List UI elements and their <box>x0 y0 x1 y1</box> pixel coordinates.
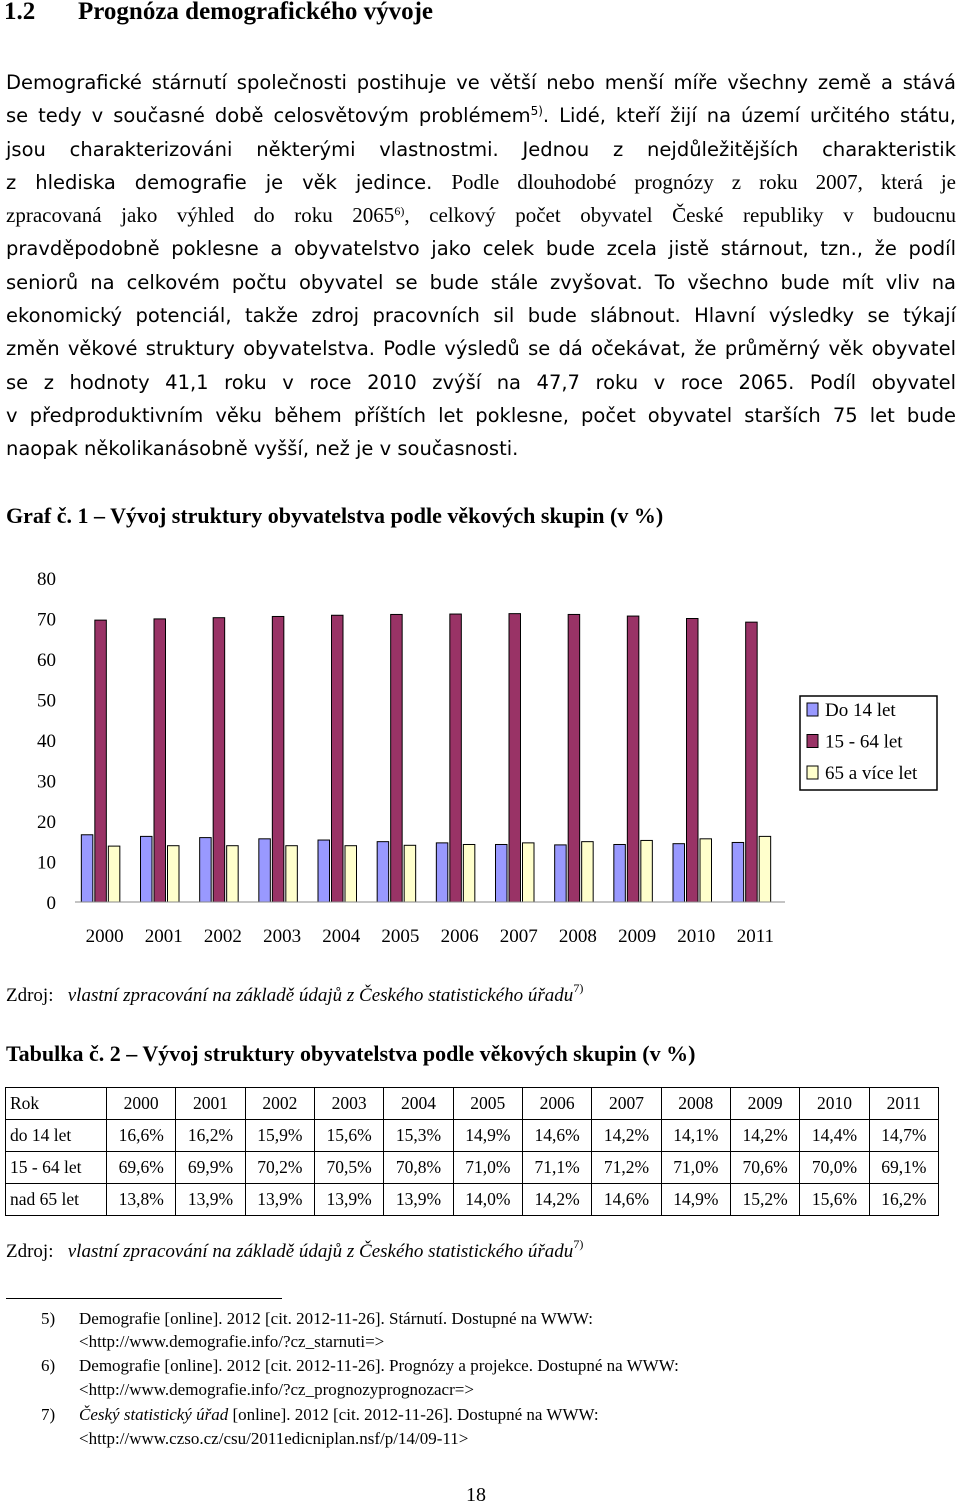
bar <box>108 846 120 902</box>
bar <box>687 619 699 903</box>
page-number: 18 <box>466 1484 486 1506</box>
y-tick-label: 30 <box>37 771 56 793</box>
x-tick-label: 2006 <box>440 926 479 947</box>
table-cell: 14,6% <box>522 1120 591 1152</box>
section-heading <box>4 0 433 26</box>
table-cell: 14,0% <box>453 1184 522 1216</box>
x-tick-label: 2002 <box>203 926 242 947</box>
bar <box>700 839 712 902</box>
para-line: naopak několikanásobně vyšší, než je v současnosti. <box>6 437 519 461</box>
y-axis-labels <box>37 569 56 914</box>
table-cell: 2005 <box>453 1088 522 1120</box>
table-cell: 2000 <box>107 1088 176 1120</box>
x-tick-label: 2009 <box>618 926 657 947</box>
bars <box>81 614 770 902</box>
bar <box>436 843 448 902</box>
bar <box>641 840 653 902</box>
table-cell: 2007 <box>592 1088 661 1120</box>
table-cell: 15,2% <box>730 1184 799 1216</box>
section-number: 1.2 <box>4 0 36 25</box>
table-cell: 70,0% <box>800 1152 869 1184</box>
table-cell: 14,2% <box>522 1184 591 1216</box>
x-tick-label: 2007 <box>499 926 538 947</box>
table-cell: 2002 <box>245 1088 314 1120</box>
x-tick-label: 2010 <box>677 926 716 947</box>
bar <box>627 616 639 902</box>
para-line: zpracovaná jako výhled do roku 2065$^{6)}$, celkový počet obyvatel České republiky v budoucnu <box>6 203 957 228</box>
table-cell: 16,6% <box>107 1120 176 1152</box>
table-cell: 2011 <box>869 1088 938 1120</box>
row-header-cell: nad 65 let <box>6 1184 107 1216</box>
para-line: pravděpodobně poklesne a obyvatelstvo jako celek bude zcela jistě stárnout, tzn., že podíl <box>6 237 956 261</box>
table-cell: 70,2% <box>245 1152 314 1184</box>
table-cell: 14,2% <box>592 1120 661 1152</box>
table-cell: 16,2% <box>176 1120 245 1152</box>
x-tick-label: 2004 <box>322 926 361 947</box>
bar <box>673 844 685 902</box>
para-line: ekonomický potenciál, takže zdroj pracovních sil bude slábnout. Hlavní výsledky se týkají <box>6 304 956 328</box>
y-tick-label: 0 <box>46 893 56 914</box>
bar <box>496 844 508 902</box>
legend <box>800 696 937 790</box>
table-row <box>6 1120 939 1152</box>
para-line: v předproduktivním věku během příštích let poklesne, počet obyvatel starších 75 let bude <box>6 403 956 427</box>
table-cell: 13,9% <box>314 1184 383 1216</box>
bar <box>286 846 298 902</box>
bar <box>213 618 225 902</box>
y-tick-label: 60 <box>37 650 56 671</box>
para-line: z hlediska demografie je věk jedince. Podle dlouhodobé prognózy z roku 2007, která je <box>6 169 957 194</box>
bar <box>759 836 771 902</box>
table-cell: 71,0% <box>661 1152 730 1184</box>
section-title: Prognóza demografického vývoje <box>78 0 434 25</box>
table-cell: 13,9% <box>245 1184 314 1216</box>
bar <box>391 614 403 902</box>
table-cell: 14,6% <box>592 1184 661 1216</box>
table-caption: Tabulka č. 2 – Vývoj struktury obyvatelstva podle věkových skupin (v %) <box>6 1041 696 1066</box>
legend-swatch <box>807 703 818 716</box>
footnote-5: 5) Demografie [online]. 2012 [cit. 2012-11-26]. Stárnutí. Dostupné na WWW: <http://www.demografie.info/?cz_starnuti=> <box>41 1309 593 1351</box>
bar <box>345 846 357 902</box>
table-cell: 15,6% <box>800 1184 869 1216</box>
table-cell: 2003 <box>314 1088 383 1120</box>
bar <box>227 846 239 902</box>
table-cell: 14,9% <box>453 1120 522 1152</box>
table-cell: 2004 <box>384 1088 453 1120</box>
table-cell: 13,9% <box>176 1184 245 1216</box>
bar <box>614 844 626 902</box>
body-paragraph <box>6 66 956 466</box>
table-cell: 14,1% <box>661 1120 730 1152</box>
bar <box>318 840 330 902</box>
bar <box>450 614 462 902</box>
bar <box>568 614 580 902</box>
table-cell: 69,1% <box>869 1152 938 1184</box>
table-cell: 16,2% <box>869 1184 938 1216</box>
bar <box>154 619 166 902</box>
table-cell: 71,2% <box>592 1152 661 1184</box>
legend-swatch <box>807 766 818 779</box>
x-axis-labels <box>86 926 774 947</box>
table-cell: 15,9% <box>245 1120 314 1152</box>
y-tick-label: 10 <box>37 852 56 874</box>
footnote-7: 7) Český statistický úřad [online]. 2012 [cit. 2012-11-26]. Dostupné na WWW: <http://www.czso.cz/csu/2011edicniplan.nsf/p/14/09-11> <box>41 1405 599 1448</box>
table-cell: 2008 <box>661 1088 730 1120</box>
graph-source: Zdroj: vlastní zpracování na základě údajů z Českého statistického úřadu$^{7)}$ <box>6 981 584 1006</box>
para-line: se z hodnoty 41,1 roku v roce 2010 zvýší na 47,7 roku v roce 2065. Podíl obyvatel <box>6 370 956 394</box>
table-row <box>6 1152 939 1184</box>
table-cell: 69,9% <box>176 1152 245 1184</box>
para-line: Demografické stárnutí společnosti postihuje ve větší nebo menší míře všechny země a stává <box>6 71 956 94</box>
footnote-separator <box>6 1298 282 1299</box>
bar <box>463 844 475 902</box>
table-cell: 70,8% <box>384 1152 453 1184</box>
table-cell: 13,8% <box>107 1184 176 1216</box>
table-cell: 15,3% <box>384 1120 453 1152</box>
y-tick-label: 40 <box>37 731 56 752</box>
bar-chart <box>0 560 960 950</box>
table-cell: 69,6% <box>107 1152 176 1184</box>
row-header-cell: do 14 let <box>6 1120 107 1152</box>
bar <box>95 620 107 902</box>
table-cell: 15,6% <box>314 1120 383 1152</box>
bar <box>141 836 153 902</box>
x-tick-label: 2003 <box>263 926 302 947</box>
bar <box>259 839 271 902</box>
bar <box>746 622 758 902</box>
table-cell: 14,2% <box>730 1120 799 1152</box>
table-cell: 70,6% <box>730 1152 799 1184</box>
bar <box>555 845 567 902</box>
table-cell: 2009 <box>730 1088 799 1120</box>
bar <box>732 842 744 902</box>
table-cell: 13,9% <box>384 1184 453 1216</box>
para-line: se tedy v současné době celosvětovým problémem$^{5)}$. Lidé, kteří žijí na území určitého státu, <box>6 104 956 128</box>
bar <box>168 846 180 902</box>
y-tick-label: 70 <box>37 609 56 631</box>
table-cell: 2010 <box>800 1088 869 1120</box>
table-cell: 2006 <box>522 1088 591 1120</box>
legend-swatch <box>807 735 818 748</box>
table-source: Zdroj: vlastní zpracování na základě údajů z Českého statistického úřadu$^{7)}$ <box>6 1237 584 1262</box>
table-row <box>6 1088 939 1120</box>
row-header-cell: 15 - 64 let <box>6 1152 107 1184</box>
bar <box>332 615 344 902</box>
legend-label: 65 a více let <box>825 763 918 784</box>
bar <box>509 614 521 902</box>
graph-caption: Graf č. 1 – Vývoj struktury obyvatelstva podle věkových skupin (v %) <box>6 503 664 528</box>
x-tick-label: 2001 <box>144 926 183 947</box>
x-tick-label: 2000 <box>85 926 124 947</box>
legend-label: Do 14 let <box>825 700 896 721</box>
para-line: jsou charakterizováni některými vlastnostmi. Jednou z nejdůležitějších charakteristik <box>6 137 956 161</box>
table-row <box>6 1184 939 1216</box>
table-cell: 2001 <box>176 1088 245 1120</box>
x-tick-label: 2008 <box>558 926 597 947</box>
bar <box>377 842 389 902</box>
x-tick-label: 2005 <box>381 926 420 947</box>
bar <box>81 835 93 902</box>
footnote-6: 6) Demografie [online]. 2012 [cit. 2012-11-26]. Prognózy a projekce. Dostupné na WWW: <http://www.demografie.info/?cz_prognozyprognozacr=> <box>41 1356 679 1399</box>
bar <box>582 842 594 902</box>
bar <box>404 845 416 902</box>
y-tick-label: 20 <box>37 812 56 833</box>
bar <box>523 843 535 902</box>
data-table <box>5 1087 939 1216</box>
bar <box>200 838 212 902</box>
table-cell: 14,9% <box>661 1184 730 1216</box>
table-cell: 71,0% <box>453 1152 522 1184</box>
para-line: seniorů na celkovém počtu obyvatel se bude stále zvyšovat. To všechno bude mít vliv na <box>6 270 956 294</box>
x-tick-label: 2011 <box>736 926 775 947</box>
y-tick-label: 50 <box>37 690 56 712</box>
table-cell: 14,7% <box>869 1120 938 1152</box>
table-cell: 14,4% <box>800 1120 869 1152</box>
table-cell: 70,5% <box>314 1152 383 1184</box>
table-cell: 71,1% <box>522 1152 591 1184</box>
bar <box>272 616 284 902</box>
legend-label: 15 - 64 let <box>825 731 903 753</box>
row-header-cell: Rok <box>6 1088 107 1120</box>
para-line: změn věkové struktury obyvatelstva. Podle výsledů se dá očekávat, že průměrný věk obyvatel <box>6 337 956 361</box>
y-tick-label: 80 <box>37 569 56 590</box>
